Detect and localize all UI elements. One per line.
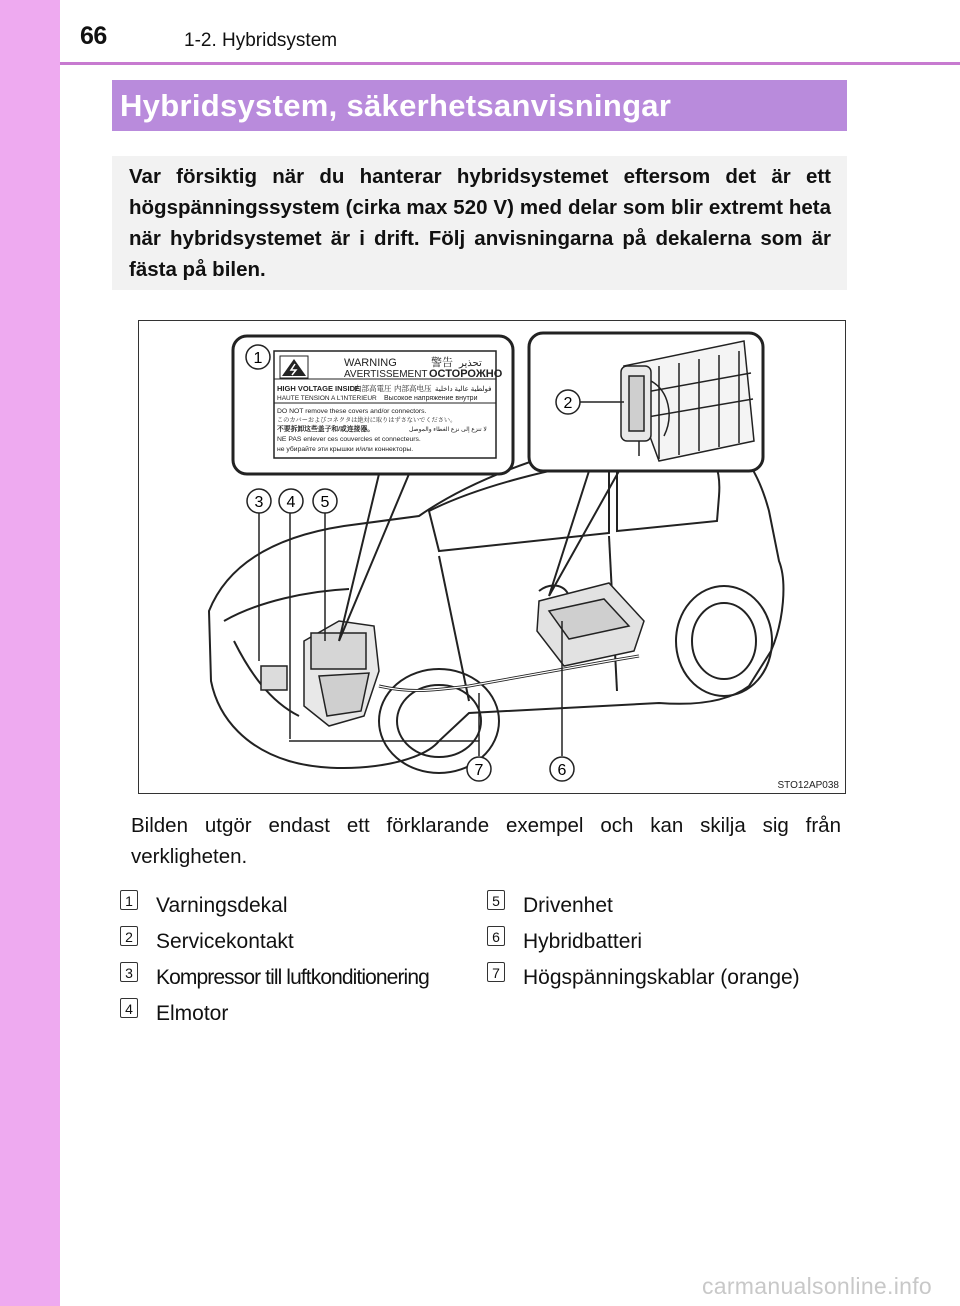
legend-number: 5	[487, 890, 505, 910]
legend-label: Drivenhet	[523, 894, 613, 917]
intro-box	[112, 156, 847, 290]
svg-text:7: 7	[474, 762, 484, 779]
legend-number: 6	[487, 926, 505, 946]
legend-label: Hybridbatteri	[523, 930, 643, 953]
page-number: 66	[80, 22, 107, 50]
label-hv-en: HIGH VOLTAGE INSIDE	[277, 384, 361, 393]
label-donot-ru: не убирайте эти крышки и/или коннекторы.	[277, 446, 414, 453]
svg-text:4: 4	[286, 494, 296, 511]
header-rule	[60, 62, 960, 65]
callout-1	[246, 345, 270, 369]
legend-number: 1	[120, 890, 138, 910]
warning-label	[274, 351, 503, 458]
legend-item-5	[487, 891, 613, 921]
legend-item-6	[487, 927, 642, 957]
label-warning-jp: 警告	[431, 357, 453, 369]
legend-number: 2	[120, 926, 138, 946]
figure-code: STO12AP038	[777, 780, 839, 791]
legend-number: 7	[487, 962, 505, 982]
figure-frame	[138, 320, 846, 794]
legend-item-7	[487, 963, 800, 993]
figure-caption: Bilden utgör endast ett förklarande exempel och kan skilja sig från verkligheten.	[131, 814, 841, 868]
car-outline	[209, 433, 783, 773]
label-hv-cn: 内部高电压	[394, 384, 432, 393]
legend-item-3	[120, 963, 429, 993]
legend-label: Högspänningskablar (orange)	[523, 966, 800, 989]
legend-label: Varningsdekal	[156, 894, 288, 917]
legend	[120, 888, 850, 1038]
svg-text:3: 3	[254, 494, 264, 511]
legend-number: 4	[120, 998, 138, 1018]
side-strip	[0, 0, 60, 1306]
callout-7	[467, 757, 491, 781]
label-warning-ru: ОСТОРОЖНО	[429, 368, 503, 380]
svg-text:5: 5	[320, 494, 330, 511]
section-label: 1-2. Hybridsystem	[184, 30, 338, 51]
label-hv-ar: فولطية عالية داخلية	[435, 386, 492, 393]
label-donot-jp: このカバーおよびコネクタは絶対に取りはずさないでください。	[277, 417, 457, 424]
intro-text: Var försiktig när du hanterar hybridsystemet eftersom det är ett högspänningssystem (cirka max 520 V) med delar som blir extremt heta när hybridsystemet är i drift. Följ anvisningarna på dekalerna som är fästa på bilen.	[129, 165, 831, 281]
label-donot-en: DO NOT remove these covers and/or connectors.	[277, 408, 427, 415]
hybrid-system-illustration	[139, 321, 845, 793]
hv-cable	[379, 656, 639, 691]
svg-text:1: 1	[253, 350, 263, 367]
label-warning-ar: تحذير	[459, 358, 482, 369]
callout-2	[556, 390, 580, 414]
engine-block	[261, 621, 379, 726]
legend-item-4	[120, 999, 228, 1029]
callout-6	[550, 757, 574, 781]
battery-pack	[537, 583, 644, 666]
watermark: carmanualsonline.info	[701, 1273, 932, 1299]
label-warning-en: WARNING	[344, 357, 397, 369]
legend-item-1	[120, 891, 288, 921]
legend-label: Elmotor	[156, 1002, 229, 1025]
label-hv-fr: HAUTE TENSION A L'INTERIEUR	[277, 395, 377, 402]
page-title: Hybridsystem, säkerhetsanvisningar	[112, 80, 847, 131]
callout-4	[279, 489, 303, 513]
callout-3	[247, 489, 271, 513]
callout-5	[313, 489, 337, 513]
label-hv-jp: 内部高電圧	[354, 384, 392, 393]
label-hv-ru: Высокое напряжение внутри	[384, 395, 478, 402]
legend-label: Servicekontakt	[156, 930, 294, 953]
svg-text:6: 6	[557, 762, 567, 779]
svg-text:2: 2	[563, 395, 573, 412]
legend-number: 3	[120, 962, 138, 982]
label-donot-fr: NE PAS enlever ces couvercles et connecteurs.	[277, 436, 421, 443]
legend-item-2	[120, 927, 294, 957]
label-warning-fr: AVERTISSEMENT	[344, 369, 428, 380]
label-donot-cn: 不要拆卸这些盖子和/或连接器。	[277, 426, 375, 433]
legend-label: Kompressor till luftkonditionering	[156, 966, 429, 989]
label-donot-ar: لا تنزع إلى نزع الغطاء والموصل	[409, 427, 487, 433]
